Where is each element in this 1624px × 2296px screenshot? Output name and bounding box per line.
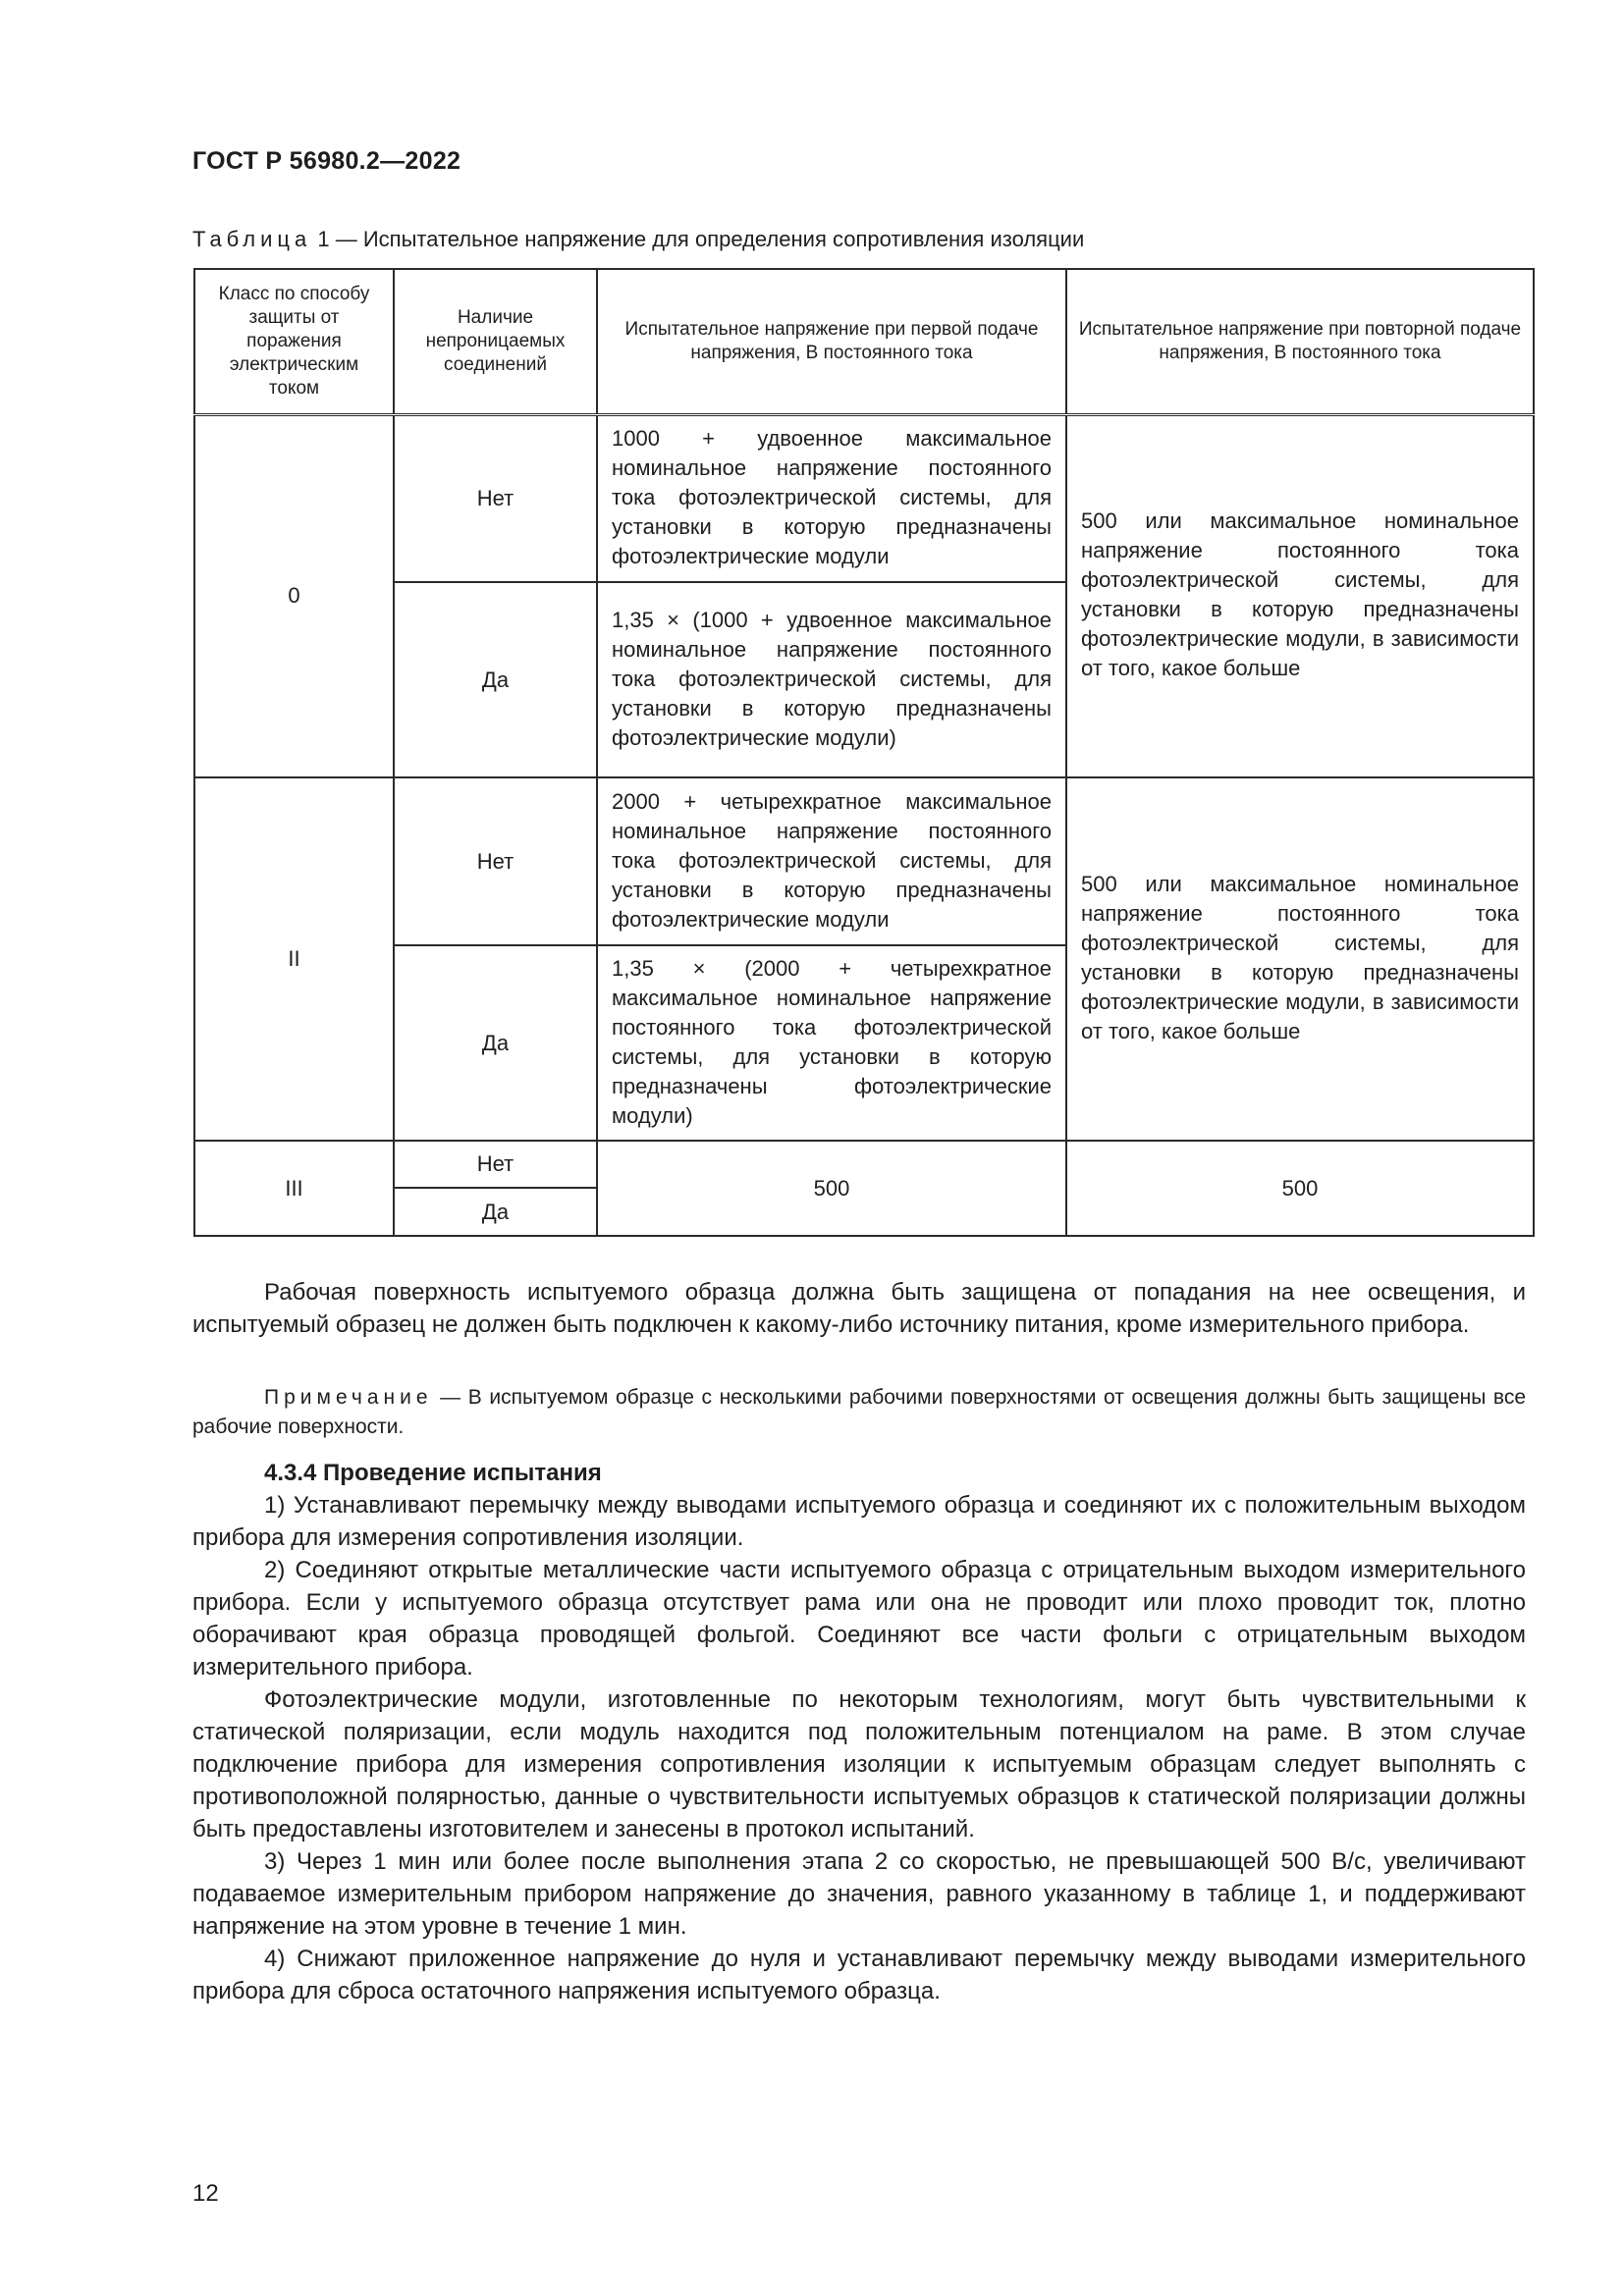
- header-repeat-voltage: Испытательное напряжение при повторной подаче напряжения, В постоянного тока: [1066, 269, 1534, 414]
- class-2-no-cell: Нет: [394, 777, 597, 945]
- class-2-yes-first-voltage: 1,35 × (2000 + четырехкратное максимальное номинальное напряжение постоянного тока фотоэлектрической системы, для установки в которую предназначены фотоэлектрические модули): [597, 945, 1066, 1141]
- class-2-repeat-voltage: 500 или максимальное номинальное напряжение постоянного тока фотоэлектрической системы, для установки в которую предназначены фотоэлектрические модули, в зависимости от того, какое больше: [1066, 777, 1534, 1141]
- table-caption-label: Таблица: [192, 227, 312, 251]
- class-0-yes-first-voltage: 1,35 × (1000 + удвоенное максимальное номинальное напряжение постоянного тока фотоэлектрической системы, для установки в которую предназначены фотоэлектрические модули): [597, 582, 1066, 777]
- note-paragraph: [192, 1383, 1526, 1442]
- section-heading: 4.3.4 Проведение испытания: [264, 1460, 602, 1486]
- class-0-repeat-voltage: 500 или максимальное номинальное напряжение постоянного тока фотоэлектрической системы, для установки в которую предназначены фотоэлектрические модули, в зависимости от того, какое больше: [1066, 414, 1534, 777]
- class-3-first-voltage: 500: [597, 1141, 1066, 1236]
- class-3-no-cell: Нет: [394, 1141, 597, 1188]
- step-3: 3) Через 1 мин или более после выполнения этапа 2 со скоростью, не превышающей 500 В/с, увеличивают подаваемое измерительным прибором напряжение до значения, равного указанному в таблице 1, и поддерживают напряжение на этом уровне в течение 1 мин.: [192, 1848, 1526, 1940]
- table-row: [194, 1141, 1534, 1188]
- table-header-row: [194, 269, 1534, 414]
- page-number: 12: [192, 2180, 219, 2207]
- working-surface-paragraph: [192, 1276, 1526, 1341]
- table-caption-text: 1 — Испытательное напряжение для определения сопротивления изоляции: [311, 227, 1085, 251]
- table-caption: [192, 227, 1084, 252]
- class-0-cell: 0: [194, 414, 394, 777]
- class-2-yes-cell: Да: [394, 945, 597, 1141]
- step-2: 2) Соединяют открытые металлические части испытуемого образца с отрицательным выходом измерительного прибора. Если у испытуемого образца отсутствует рама или она не проводит или плохо проводит ток, плотно оборачивают края образца проводящей фольгой. Соединяют все части фольги с отрицательным выходом измерительного прибора.: [192, 1557, 1526, 1681]
- paragraph: Рабочая поверхность испытуемого образца должна быть защищена от попадания на нее освещения, и испытуемый образец не должен быть подключен к какому-либо источнику питания, кроме измерительного прибора.: [192, 1279, 1526, 1338]
- document-code: ГОСТ Р 56980.2—2022: [192, 147, 461, 175]
- class-3-yes-cell: Да: [394, 1188, 597, 1236]
- note-text: — В испытуемом образце с несколькими рабочими поверхностями от освещения должны быть защищены все рабочие поверхности.: [192, 1386, 1526, 1438]
- class-3-repeat-voltage: 500: [1066, 1141, 1534, 1236]
- table-row: [194, 414, 1534, 582]
- note-label: Примечание: [264, 1386, 433, 1409]
- note-block: [192, 1383, 1526, 1442]
- test-procedure-section: [192, 1457, 1526, 2007]
- step-1: 1) Устанавливают перемычку между выводами испытуемого образца и соединяют их с положительным выходом прибора для измерения сопротивления изоляции.: [192, 1492, 1526, 1551]
- test-voltage-table: [193, 268, 1535, 1237]
- class-0-no-first-voltage: 1000 + удвоенное максимальное номинальное напряжение постоянного тока фотоэлектрической системы, для установки в которую предназначены фотоэлектрические модули: [597, 414, 1066, 582]
- class-2-no-first-voltage: 2000 + четырехкратное максимальное номинальное напряжение постоянного тока фотоэлектрической системы, для установки в которую предназначены фотоэлектрические модули: [597, 777, 1066, 945]
- class-2-cell: II: [194, 777, 394, 1141]
- class-3-cell: III: [194, 1141, 394, 1236]
- header-sealed-joints: Наличие непроницаемых соединений: [394, 269, 597, 414]
- header-protection-class: Класс по способу защиты от поражения электрическим током: [194, 269, 394, 414]
- polarity-paragraph: Фотоэлектрические модули, изготовленные по некоторым технологиям, могут быть чувствительными к статической поляризации, если модуль находится под положительным потенциалом на раме. В этом случае подключение прибора для измерения сопротивления изоляции к испытуемым образцам следует выполнять с противоположной полярностью, данные о чувствительности испытуемых образцов к статической поляризации должны быть предоставлены изготовителем и занесены в протокол испытаний.: [192, 1686, 1526, 1842]
- step-4: 4) Снижают приложенное напряжение до нуля и устанавливают перемычку между выводами измерительного прибора для сброса остаточного напряжения испытуемого образца.: [192, 1946, 1526, 2004]
- header-first-voltage: Испытательное напряжение при первой подаче напряжения, В постоянного тока: [597, 269, 1066, 414]
- table-row: [194, 777, 1534, 945]
- class-0-no-cell: Нет: [394, 414, 597, 582]
- class-0-yes-cell: Да: [394, 582, 597, 777]
